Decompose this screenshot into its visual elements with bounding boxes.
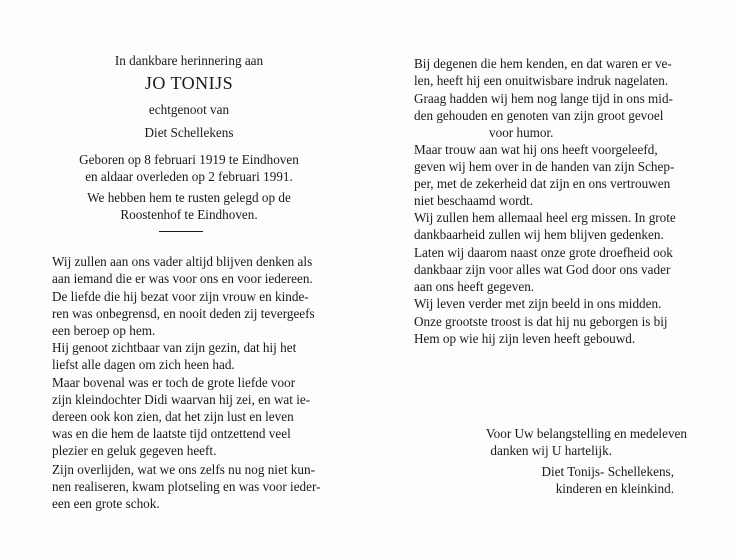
text-line: aan ons heeft gegeven. [414,279,535,294]
text-line: len, heeft hij een onuitwisbare indruk nagelaten. [414,73,669,88]
text-line: Hem op wie hij zijn leven heeft gebouwd. [414,331,636,346]
birth-line: Geboren op 8 februari 1919 te Eindhoven [79,152,299,167]
text-line: een een grote schok. [52,496,160,511]
right-paragraph-7 [414,313,686,347]
text-line: ren was onbegrensd, en nooit deden zij tevergeefs [52,306,315,321]
text-line: Graag hadden wij hem nog lange tijd in ons mid- [414,91,673,106]
text-line: aan iemand die er was voor ons en voor iedereen. [52,271,313,286]
left-paragraph-1 [52,253,326,287]
text-line: plezier en geluk gegeven heeft. [52,443,217,458]
burial-line-2: Roostenhof te Eindhoven. [120,207,258,222]
left-paragraph-5 [52,461,326,512]
text-line: Maar trouw aan wat hij ons heeft voorgeleefd, [414,142,658,157]
intro-line: In dankbare herinnering aan [114,53,264,68]
left-paragraph-2 [52,288,326,339]
signature-block [500,463,674,497]
left-paragraph-3 [52,339,326,373]
text-line: per, met de zekerheid dat zijn en ons vertrouwen [414,176,671,191]
right-paragraph-2 [414,90,686,141]
text-line: dankbaarheid zullen wij hem blijven gedenken. [414,227,664,242]
text-line: Maar bovenal was er toch de grote liefde voor [52,375,296,390]
right-paragraph-1 [414,55,686,89]
text-line: Wij zullen aan ons vader altijd blijven denken als [52,254,313,269]
spouse-name: Diet Schellekens [144,125,234,140]
text-line: De liefde die hij bezat voor zijn vrouw en kinde- [52,289,309,304]
text-line: Bij degenen die hem kenden, en dat waren er ve- [414,56,672,71]
thanks-line-2: danken wij U hartelijk. [490,443,612,458]
right-paragraph-5 [414,244,686,295]
text-line: Zijn overlijden, wat we ons zelfs nu nog niet kun- [52,462,315,477]
text-line: een beroep op hem. [52,323,156,338]
birth-death-block [52,151,326,185]
thanks-line-1: Voor Uw belangstelling en medeleven [485,426,687,441]
family-line-1: Diet Tonijs- Schellekens, [541,464,674,479]
left-paragraph-4 [52,374,326,459]
text-line: Wij leven verder met zijn beeld in ons midden. [414,296,662,311]
thanks-block [440,425,687,459]
deceased-name: JO TONIJS [144,73,234,93]
text-line: liefst alle dagen om zich heen had. [52,357,235,372]
text-line: nen realiseren, kwam plotseling en was voor ieder- [52,479,321,494]
right-paragraph-4 [414,209,686,243]
text-line: voor humor. [489,125,554,140]
text-line: Hij genoot zichtbaar van zijn gezin, dat hij het [52,340,297,355]
death-line: en aldaar overleden op 2 februari 1991. [85,169,293,184]
text-line: dereen ook kon zien, dat het zijn lust en leven [52,409,294,424]
right-paragraph-3 [414,141,686,209]
burial-line-1: We hebben hem te rusten gelegd op de [87,190,291,205]
text-line: den gehouden en genoten van zijn groot gevoel [414,108,664,123]
burial-block [52,189,326,223]
text-line: dankbaar zijn voor alles wat God door ons vader [414,262,671,277]
text-line: Wij zullen hem allemaal heel erg missen. In grote [414,210,676,225]
spouse-label: echtgenoot van [148,102,230,117]
right-paragraph-6 [414,295,686,312]
text-line: zijn kleindochter Didi waarvan hij zei, en wat ie- [52,392,311,407]
text-line: geven wij hem over in de handen van zijn Schep- [414,159,675,174]
divider-rule [159,231,203,232]
text-line: niet beschaamd wordt. [414,193,534,208]
text-line: was en die hem de laatste tijd ontzettend veel [52,426,291,441]
text-line: Laten wij daarom naast onze grote droefheid ook [414,245,673,260]
text-line: Onze grootste troost is dat hij nu geborgen is bij [414,314,668,329]
family-line-2: kinderen en kleinkind. [555,481,674,496]
